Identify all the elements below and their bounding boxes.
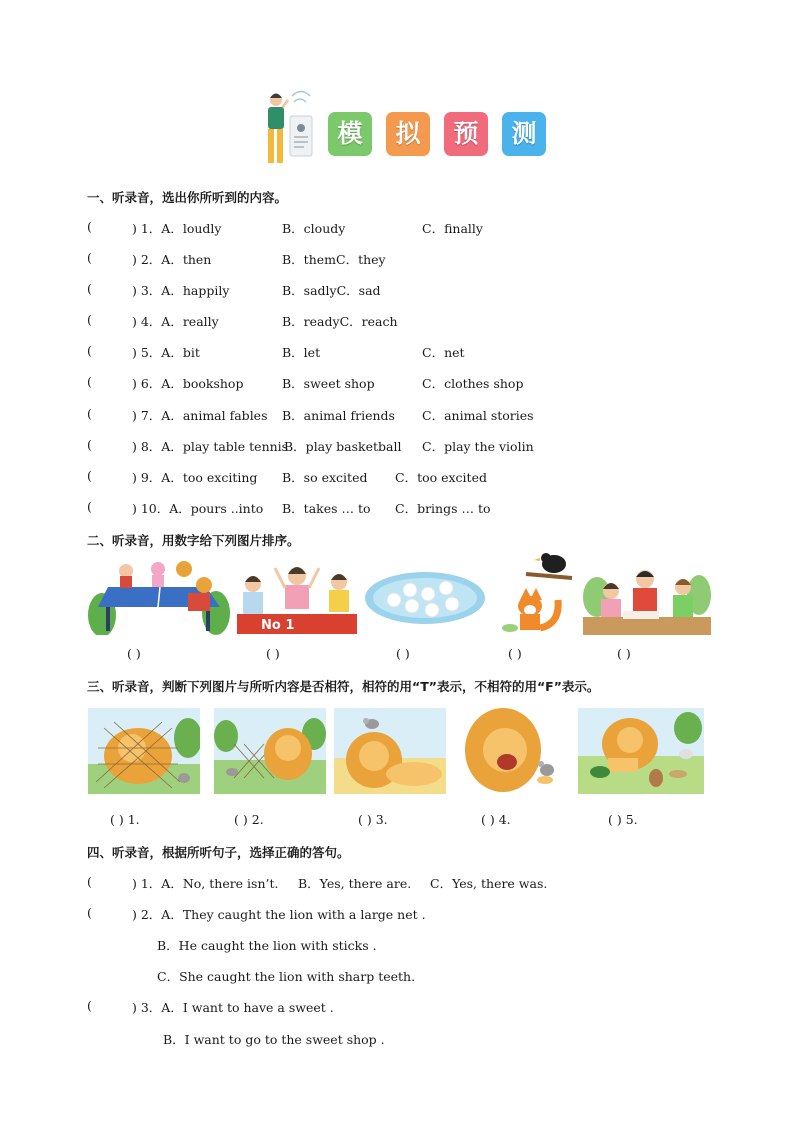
banner-no1-text: No 1 — [261, 618, 295, 633]
option-c: C．Yes, there was. — [430, 876, 548, 891]
answer-bracket[interactable]: ( — [87, 905, 92, 920]
answer-bracket[interactable]: ( — [87, 312, 92, 327]
order-answer-bracket-3[interactable]: ( ) — [396, 646, 410, 661]
tf-answer-bracket-4[interactable]: ( ) 4. — [481, 812, 511, 827]
answer-bracket[interactable]: ( — [87, 219, 92, 234]
tf-answer-bracket-3[interactable]: ( ) 3. — [358, 812, 388, 827]
lion-and-animals-picture — [578, 708, 704, 794]
mouse-on-lion-picture — [334, 708, 446, 794]
order-answer-bracket-2[interactable]: ( ) — [266, 646, 280, 661]
option-b: B．cloudy — [282, 221, 346, 236]
tf-answer-bracket-1[interactable]: ( ) 1. — [110, 812, 140, 827]
lion-holding-mouse-picture — [463, 706, 563, 796]
lion-in-net-picture — [88, 708, 200, 794]
answer-bracket[interactable]: ( — [87, 437, 92, 452]
option-b: B．takes … to — [282, 501, 371, 516]
answer-bracket[interactable]: ( — [87, 250, 92, 265]
section1-title: 一、听录音，选出你所听到的内容。 — [87, 190, 288, 205]
answer-bracket[interactable]: ( — [87, 406, 92, 421]
lion-and-net-picture — [214, 708, 326, 794]
rice-balls-picture — [364, 570, 486, 626]
option-b: B．I want to go to the sweet shop . — [163, 1032, 385, 1047]
answer-bracket[interactable]: ( — [87, 468, 92, 483]
option-c: C．net — [422, 345, 465, 360]
children-reading-picture — [583, 565, 711, 635]
header-banner — [250, 88, 550, 168]
tf-answer-bracket-5[interactable]: ( ) 5. — [608, 812, 638, 827]
option-c: C．clothes shop — [422, 376, 524, 391]
order-answer-bracket-5[interactable]: ( ) — [617, 646, 631, 661]
banner-char-3: 预 — [453, 119, 479, 148]
answer-bracket[interactable]: ( — [87, 499, 92, 514]
option-b: B．let — [282, 345, 321, 360]
option-a: ) 6．A．bookshop — [132, 376, 244, 391]
fox-and-crow-picture — [496, 548, 574, 636]
option-b: B．Yes, there are. — [298, 876, 412, 891]
option-c: C．finally — [422, 221, 483, 236]
option-a: ) 1．A．No, there isn’t. — [132, 876, 279, 891]
option-a: ) 2．A．They caught the lion with a large net . — [132, 907, 426, 922]
option-b: B．themC．they — [282, 252, 386, 267]
order-answer-bracket-4[interactable]: ( ) — [508, 646, 522, 661]
option-c: C．She caught the lion with sharp teeth. — [157, 969, 416, 984]
option-b: B．sadlyC．sad — [282, 283, 381, 298]
option-b: B．sweet shop — [282, 376, 375, 391]
option-c: C．too excited — [395, 470, 487, 485]
order-answer-bracket-1[interactable]: ( ) — [127, 646, 141, 661]
option-a: ) 5．A．bit — [132, 345, 200, 360]
option-a: ) 4．A．really — [132, 314, 219, 329]
section4-title: 四、听录音，根据所听句子，选择正确的答句。 — [87, 845, 350, 860]
answer-bracket[interactable]: ( — [87, 374, 92, 389]
banner-char-2: 拟 — [395, 119, 421, 148]
section2-title: 二、听录音，用数字给下列图片排序。 — [87, 533, 300, 548]
option-b: B．readyC．reach — [282, 314, 398, 329]
cheering-kids-picture — [237, 562, 357, 634]
banner-char-1: 模 — [337, 119, 363, 148]
banner-tile-2 — [386, 112, 430, 156]
option-a: ) 9．A．too exciting — [132, 470, 258, 485]
option-c: C．play the violin — [422, 439, 534, 454]
banner-tile-4 — [502, 112, 546, 156]
listening-person-illustration — [250, 88, 330, 168]
option-c: C．animal stories — [422, 408, 534, 423]
answer-bracket[interactable]: ( — [87, 998, 92, 1013]
option-a: ) 3．A．happily — [132, 283, 230, 298]
option-c: C．brings … to — [395, 501, 491, 516]
answer-bracket[interactable]: ( — [87, 281, 92, 296]
section3-title: 三、听录音，判断下列图片与所听内容是否相符，相符的用“T”表示，不相符的用“F”表示。 — [87, 679, 600, 694]
banner-tile-1 — [328, 112, 372, 156]
answer-bracket[interactable]: ( — [87, 343, 92, 358]
answer-bracket[interactable]: ( — [87, 874, 92, 889]
banner-tile-3 — [444, 112, 488, 156]
option-a: ) 10．A．pours ..into — [132, 501, 264, 516]
table-tennis-picture — [88, 557, 230, 635]
option-a: ) 2．A．then — [132, 252, 212, 267]
banner-char-4: 测 — [511, 119, 537, 148]
tf-answer-bracket-2[interactable]: ( ) 2. — [234, 812, 264, 827]
option-b: B．animal friends — [282, 408, 395, 423]
option-b: B．so excited — [282, 470, 368, 485]
option-a: ) 1．A．loudly — [132, 221, 222, 236]
option-b: B．play basketball — [284, 439, 402, 454]
option-a: ) 8．A．play table tennis — [132, 439, 289, 454]
option-a: ) 3．A．I want to have a sweet . — [132, 1000, 334, 1015]
option-b: B．He caught the lion with sticks . — [157, 938, 377, 953]
option-a: ) 7．A．animal fables — [132, 408, 268, 423]
